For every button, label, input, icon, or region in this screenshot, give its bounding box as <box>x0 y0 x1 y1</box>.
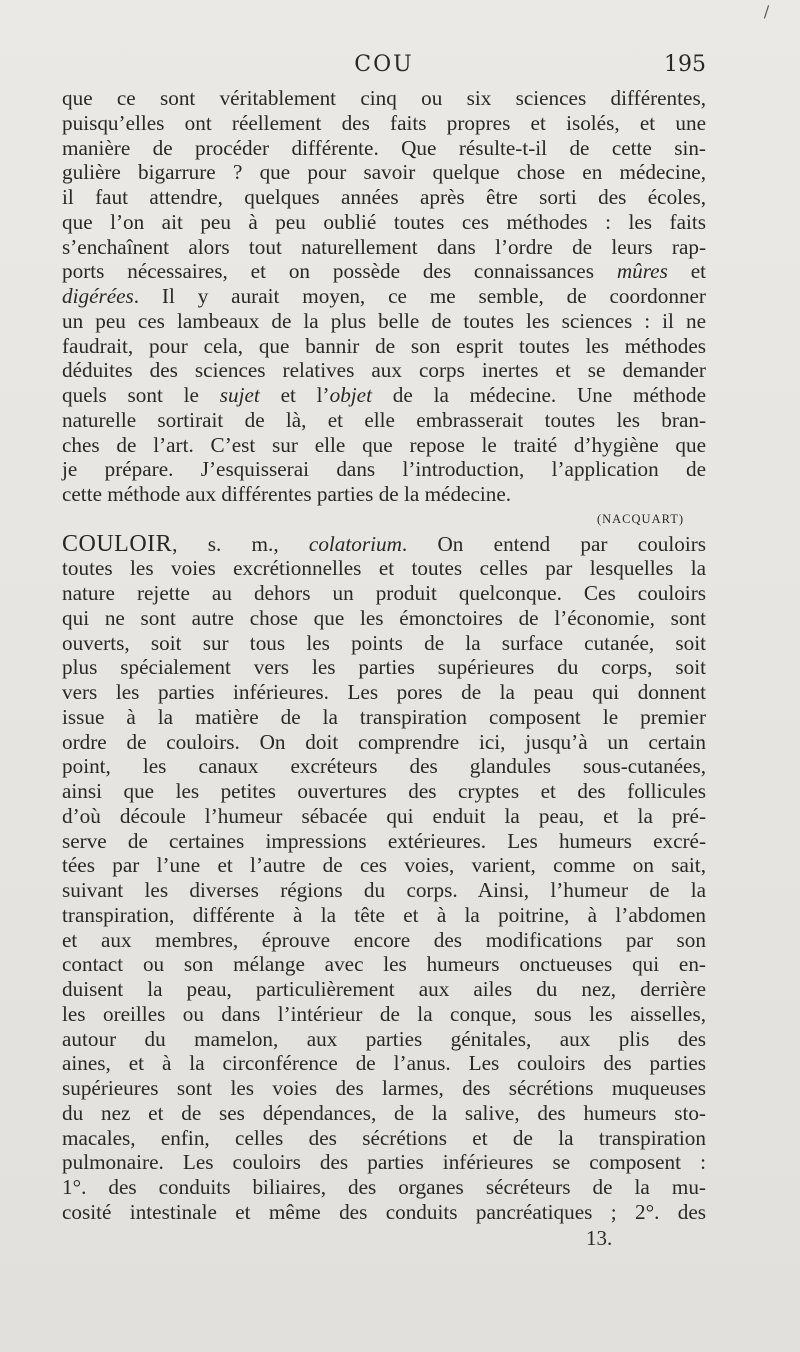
entry-grammar: , s. m., <box>172 531 309 556</box>
text-line: serve de certaines impressions extérieures. Les humeurs excré- <box>62 828 706 853</box>
italic-term: sujet <box>219 383 260 407</box>
entry-first-line <box>62 532 706 557</box>
text-run: de la médecine. Une méthode <box>371 383 706 407</box>
text-run: je prépare. J’esquisserai dans l’introduction, l’application de <box>62 457 706 482</box>
text-line <box>62 457 706 482</box>
text-line: les oreilles ou dans l’intérieur de la conque, sous les aisselles, <box>62 1001 706 1026</box>
text-run: cette méthode aux différentes parties de la médecine. <box>62 482 512 506</box>
text-line: tées par l’une et l’autre de ces voies, varient, comme on sait, <box>62 853 706 878</box>
text-run: ches de l’art. C’est sur elle que repose le traité d’hygiène que <box>62 432 706 457</box>
text-run: faudrait, pour cela, que bannir de son esprit toutes les méthodes <box>62 333 706 358</box>
entry-latin-term: colatorium <box>308 531 402 556</box>
text-line: autour du mamelon, aux parties génitales, aux plis des <box>62 1026 706 1051</box>
text-line: ordre de couloirs. On doit comprendre ici, jusqu’à un certain <box>62 729 706 754</box>
signature-mark: 13. <box>586 1226 613 1250</box>
text-line: du nez et de ses dépendances, de la salive, des humeurs sto- <box>62 1100 706 1125</box>
paragraph-previous-entry <box>62 86 706 507</box>
text-line: ouverts, soit sur tous les points de la surface cutanée, soit <box>62 630 706 655</box>
text-line <box>62 482 706 507</box>
text-line <box>62 136 706 161</box>
text-line: contact ou son mélange avec les humeurs onctueuses qui en- <box>62 952 706 977</box>
text-line: vers les parties inférieures. Les pores de la peau qui donnent <box>62 680 706 704</box>
text-run: gulière bigarrure ? que pour savoir quelque chose en médecine, <box>62 160 706 185</box>
text-line <box>62 433 706 458</box>
text-line: plus spécialement vers les parties supérieures du corps, soit <box>62 655 706 680</box>
text-line: transpiration, différente à la tête et à la poitrine, à l’abdomen <box>62 902 706 927</box>
text-line: pulmonaire. Les couloirs des parties inférieures se composent : <box>62 1150 706 1175</box>
text-line <box>62 86 706 111</box>
text-line <box>62 284 706 309</box>
page-number: 195 <box>664 52 706 77</box>
text-line <box>62 334 706 359</box>
body-text <box>62 86 706 1225</box>
text-run: un peu ces lambeaux de la plus belle de toutes les sciences : il ne <box>62 308 706 333</box>
text-line: suivant les diverses régions du corps. Ainsi, l’humeur de la <box>62 878 706 902</box>
text-run: que l’on ait peu à peu oublié toutes ces méthodes : les faits <box>62 209 706 234</box>
text-run: et <box>667 259 706 284</box>
text-line <box>62 160 706 185</box>
text-line: toutes les voies excrétionnelles et toutes celles par lesquelles la <box>62 556 706 581</box>
text-line: et aux membres, éprouve encore des modifications par son <box>62 927 706 952</box>
text-line: 1°. des conduits biliaires, des organes sécréteurs de la mu- <box>62 1175 706 1199</box>
text-line <box>62 235 706 260</box>
text-line <box>62 259 706 284</box>
text-line <box>62 111 706 136</box>
text-run: quels sont le <box>62 383 220 407</box>
text-line: point, les canaux excréteurs des glandules sous-cutanées, <box>62 754 706 779</box>
italic-term: objet <box>329 383 372 407</box>
text-run: ports nécessaires, et on possède des connaissances <box>62 259 617 284</box>
text-line <box>62 383 706 408</box>
text-run: puisqu’elles ont réellement des faits propres et isolés, et une <box>62 110 706 135</box>
text-run: . Il y aurait moyen, ce me semble, de coordonner <box>133 284 706 308</box>
text-line <box>62 358 706 383</box>
text-line: aines, et à la circonférence de l’anus. Les couloirs des parties <box>62 1051 706 1076</box>
italic-term: mûres <box>616 259 668 284</box>
running-head <box>62 52 706 82</box>
text-line: issue à la matière de la transpiration composent le premier <box>62 704 706 729</box>
entry-headword: COULOIR <box>62 530 173 557</box>
text-line <box>62 408 706 433</box>
text-line: nature rejette au dehors un produit quelconque. Ces couloirs <box>62 581 706 605</box>
text-line: supérieures sont les voies des larmes, des sécrétions muqueuses <box>62 1076 706 1100</box>
italic-term: digérées <box>62 284 134 308</box>
text-run: naturelle sortirait de là, et elle embrasserait toutes les bran- <box>62 407 706 432</box>
text-line: d’où découle l’humeur sébacée qui enduit la peau, et la pré- <box>62 803 706 828</box>
text-line: ainsi que les petites ouvertures des cryptes et des follicules <box>62 779 706 803</box>
author-signature: (NACQUART) <box>596 511 684 526</box>
text-run: il faut attendre, quelques années après être sorti des écoles, <box>62 185 706 209</box>
text-line <box>62 309 706 334</box>
text-run: déduites des sciences relatives aux corps inertes et se demander <box>62 358 706 383</box>
text-line: qui ne sont autre chose que les émonctoires de l’économie, sont <box>62 605 706 630</box>
text-line: macales, enfin, celles des sécrétions et de la transpiration <box>62 1125 706 1150</box>
text-run: et l’ <box>259 383 330 407</box>
text-run: manière de procéder différente. Que résulte-t-il de cette sin- <box>62 135 706 160</box>
text-line: cosité intestinale et même des conduits pancréatiques ; 2°. des <box>62 1199 706 1224</box>
text-line <box>62 210 706 235</box>
text-line: duisent la peau, particulièrement aux ailes du nez, derrière <box>62 977 706 1001</box>
text-run: que ce sont véritablement cinq ou six sciences différentes, <box>62 86 706 110</box>
entry-first-line-rest: . On entend par couloirs <box>401 531 707 556</box>
corner-mark: \ <box>759 2 775 21</box>
text-line <box>62 185 706 210</box>
running-head-title: COU <box>354 52 414 77</box>
entry-body <box>62 556 706 1224</box>
text-run: s’enchaînent alors tout naturellement dans l’ordre de leurs rap- <box>62 234 706 259</box>
